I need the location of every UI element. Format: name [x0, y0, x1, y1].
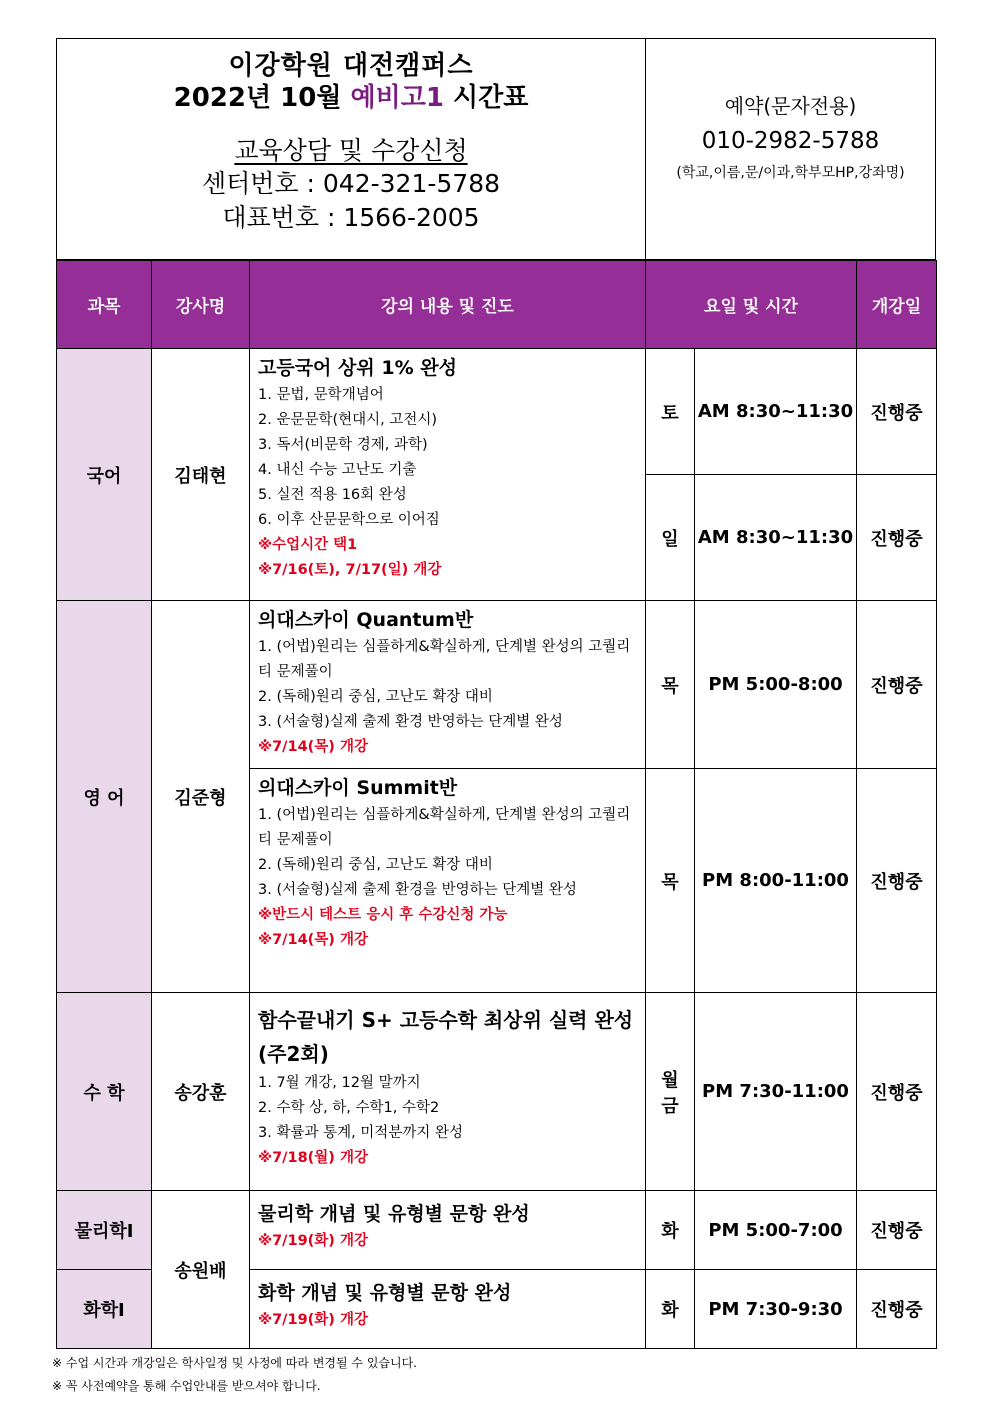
course-title: 물리학 개념 및 유형별 문항 완성: [258, 1203, 530, 1225]
schedule-table: [56, 260, 937, 1349]
table-header-row: [57, 261, 937, 349]
time-cell: AM 8:30~11:30: [695, 475, 857, 601]
time-cell: PM 7:30-9:30: [695, 1270, 857, 1349]
open-cell: 진행중: [857, 769, 937, 993]
course-note: ※반드시 테스트 응시 후 수강신청 가능: [258, 907, 508, 923]
timetable-title: [57, 81, 645, 115]
open-cell: 진행중: [857, 349, 937, 475]
year-month: 2022년 10월: [173, 83, 342, 113]
course-math: [250, 993, 646, 1191]
grade-label: 예비고1: [350, 83, 444, 113]
title-suffix: 시간표: [453, 83, 529, 113]
open-cell: 진행중: [857, 475, 937, 601]
table-row: [57, 601, 937, 769]
header-title-area: [57, 39, 646, 259]
open-cell: 진행중: [857, 1270, 937, 1349]
time-cell: AM 8:30~11:30: [695, 349, 857, 475]
day-cell: 목: [646, 601, 695, 769]
reservation-note: (학교,이름,문/이과,학부모HP,강좌명): [676, 165, 905, 181]
table-row: [57, 1191, 937, 1270]
col-teacher: 강사명: [152, 261, 250, 349]
course-line: 1. 7월 개강, 12월 말까지: [258, 1075, 421, 1091]
subject-korean: 국어: [57, 349, 152, 601]
course-line: 3. 독서(비문학 경제, 과학): [258, 437, 428, 453]
col-open: 개강일: [857, 261, 937, 349]
footnote-reservation: ※ 꼭 사전예약을 통해 수업안내를 받으셔야 합니다.: [52, 1379, 321, 1393]
day-cell: 화: [646, 1191, 695, 1270]
center-phone: 센터번호 : 042-321-5788: [201, 169, 501, 198]
course-summit: [250, 769, 646, 993]
day-cell: 목: [646, 769, 695, 993]
day-cell: 월금: [646, 993, 695, 1191]
course-line: 4. 내신 수능 고난도 기출: [258, 462, 417, 478]
consult-text: 교육상담 및 수강신청: [234, 136, 468, 165]
main-phone: 대표번호 : 1566-2005: [222, 203, 480, 232]
time-cell: PM 8:00-11:00: [695, 769, 857, 993]
course-chemistry: [250, 1270, 646, 1349]
course-line: 2. (독해)원리 중심, 고난도 확장 대비: [258, 857, 493, 873]
course-note: ※수업시간 택1: [258, 537, 358, 553]
course-line: 1. 문법, 문학개념어: [258, 387, 384, 403]
teacher-science: 송원배: [152, 1191, 250, 1349]
timetable-sheet: [56, 38, 936, 1349]
reservation-area: [646, 39, 935, 259]
table-row: [57, 349, 937, 475]
time-cell: PM 7:30-11:00: [695, 993, 857, 1191]
open-cell: 진행중: [857, 993, 937, 1191]
time-cell: PM 5:00-7:00: [695, 1191, 857, 1270]
header-box: [56, 38, 936, 260]
course-line: 2. (독해)원리 중심, 고난도 확장 대비: [258, 689, 493, 705]
course-note: ※7/18(월) 개강: [258, 1150, 368, 1166]
course-title: 의대스카이 Summit반: [258, 777, 458, 799]
course-line: 5. 실전 적용 16회 완성: [258, 487, 407, 503]
col-subject: 과목: [57, 261, 152, 349]
academy-name: 이강학원 대전캠퍼스: [228, 51, 474, 81]
course-note: ※7/19(화) 개강: [258, 1233, 368, 1249]
course-line: 3. 확률과 통계, 미적분까지 완성: [258, 1125, 463, 1141]
course-line: 2. 수학 상, 하, 수학1, 수학2: [258, 1100, 440, 1116]
teacher-math: 송강훈: [152, 993, 250, 1191]
open-cell: 진행중: [857, 601, 937, 769]
course-line: 1. (어법)원리는 심플하게&확실하게, 단계별 완성의 고퀄리티 문제풀이: [258, 639, 631, 680]
consult-heading: [57, 135, 645, 167]
course-title: 함수끝내기 S+ 고등수학 최상위 실력 완성 (주2회): [258, 1008, 634, 1066]
open-cell: 진행중: [857, 1191, 937, 1270]
day-cell: 화: [646, 1270, 695, 1349]
course-title: 화학 개념 및 유형별 문항 완성: [258, 1282, 512, 1304]
reservation-phone: 010-2982-5788: [701, 128, 880, 154]
course-line: 6. 이후 산문문학으로 이어짐: [258, 512, 440, 528]
time-cell: PM 5:00-8:00: [695, 601, 857, 769]
course-quantum: [250, 601, 646, 769]
course-note: ※7/19(화) 개강: [258, 1312, 368, 1328]
col-content: 강의 내용 및 진도: [250, 261, 646, 349]
day-cell: 일: [646, 475, 695, 601]
subject-chemistry: 화학Ⅰ: [57, 1270, 152, 1349]
col-schedule: 요일 및 시간: [646, 261, 857, 349]
teacher-korean: 김태현: [152, 349, 250, 601]
course-note: ※7/14(목) 개강: [258, 739, 368, 755]
course-korean: [250, 349, 646, 601]
day-cell: 토: [646, 349, 695, 475]
footnote-schedule-change: ※ 수업 시간과 개강일은 학사일정 및 사정에 따라 변경될 수 있습니다.: [52, 1356, 417, 1370]
subject-math: 수 학: [57, 993, 152, 1191]
course-title: 고등국어 상위 1% 완성: [258, 357, 457, 379]
course-note: ※7/14(목) 개강: [258, 932, 368, 948]
course-line: 2. 운문문학(현대시, 고전시): [258, 412, 438, 428]
course-title: 의대스카이 Quantum반: [258, 609, 474, 631]
course-physics: [250, 1191, 646, 1270]
course-line: 1. (어법)원리는 심플하게&확실하게, 단계별 완성의 고퀄리티 문제풀이: [258, 807, 631, 848]
course-line: 3. (서술형)실제 출제 환경을 반영하는 단계별 완성: [258, 882, 577, 898]
teacher-english: 김준형: [152, 601, 250, 993]
subject-physics: 물리학Ⅰ: [57, 1191, 152, 1270]
course-note: ※7/16(토), 7/17(일) 개강: [258, 562, 442, 578]
table-row: [57, 993, 937, 1191]
course-line: 3. (서술형)실제 출제 환경 반영하는 단계별 완성: [258, 714, 563, 730]
reservation-label: 예약(문자전용): [724, 94, 857, 118]
subject-english: 영 어: [57, 601, 152, 993]
